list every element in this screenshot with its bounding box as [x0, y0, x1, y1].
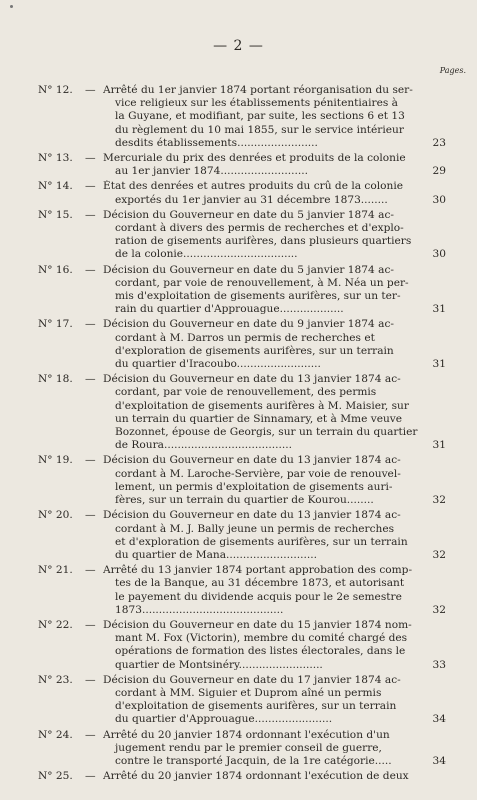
- entry-line: rain du quartier d'Approuague...................: [115, 303, 344, 316]
- entry-number: N° 22.: [38, 618, 73, 631]
- toc-entry: [0, 209, 477, 262]
- entry-page-number: 34: [432, 754, 446, 767]
- entry-line: desdits établissements........................: [115, 136, 318, 149]
- entry-line: d'exploitation de gisements aurifères, sur un terrain: [115, 700, 397, 713]
- entry-number: N° 14.: [38, 180, 73, 193]
- entry-line: tes de la Banque, au 31 décembre 1873, et autorisant: [115, 577, 405, 590]
- entry-description: [103, 509, 425, 562]
- entry-line: du quartier d'Iracoubo.........................: [115, 358, 321, 371]
- entry-page-number: 32: [432, 603, 446, 616]
- entry-description: [103, 674, 425, 727]
- entry-number: N° 24.: [38, 728, 73, 741]
- entry-page-number: 32: [432, 494, 446, 507]
- entry-line: Décision du Gouverneur en date du 13 janvier 1874 ac-: [103, 373, 401, 386]
- entry-line: Arrêté du 20 janvier 1874 ordonnant l'exécution de deux: [103, 770, 409, 783]
- toc-entry: [0, 318, 477, 371]
- entry-description: [103, 264, 425, 317]
- entry-dash: —: [85, 208, 96, 221]
- entry-dash: —: [85, 728, 96, 741]
- entry-line: Décision du Gouverneur en date du 13 janvier 1874 ac-: [103, 454, 401, 467]
- entry-line: mis d'exploitation de gisements aurifères, sur un ter-: [115, 290, 401, 303]
- entry-line: jugement rendu par le premier conseil de guerre,: [115, 741, 382, 754]
- entry-line: du quartier d'Approuague.......................: [115, 713, 333, 726]
- entry-page-number: 23: [432, 136, 446, 149]
- entry-page-number: 33: [432, 658, 446, 671]
- entry-line: État des denrées et autres produits du crû de la colonie: [103, 180, 403, 193]
- entry-line: de Roura......................................: [115, 439, 292, 452]
- entry-number: N° 17.: [38, 318, 73, 331]
- entry-line: lement, un permis d'exploitation de gisements auri-: [115, 480, 393, 493]
- entry-number: N° 16.: [38, 263, 73, 276]
- entry-dash: —: [85, 618, 96, 631]
- entry-line: ration de gisements aurifères, dans plusieurs quartiers: [115, 235, 412, 248]
- entry-description: [103, 209, 425, 262]
- entry-description: [103, 454, 425, 507]
- entry-line: fères, sur un terrain du quartier de Kourou........: [115, 494, 374, 507]
- entry-line: du règlement du 10 mai 1855, sur le service intérieur: [115, 123, 404, 136]
- entry-line: vice religieux sur les établissements pénitentiaires à: [115, 97, 398, 110]
- entry-line: exportés du 1er janvier au 31 décembre 1873........: [115, 193, 388, 206]
- entry-description: [103, 152, 425, 178]
- toc-entry: [0, 770, 477, 783]
- toc-entry: [0, 729, 477, 769]
- entry-description: [103, 180, 425, 206]
- page-number: — 2 —: [213, 38, 264, 54]
- entry-description: [103, 373, 425, 452]
- entry-line: mant M. Fox (Victorin), membre du comité chargé des: [115, 632, 408, 645]
- entry-number: N° 12.: [38, 84, 73, 96]
- toc-entry: [0, 180, 477, 206]
- entry-line: et d'exploration de gisements aurifères, sur un terrain: [115, 535, 408, 548]
- entry-description: [103, 84, 425, 150]
- entry-number: N° 18.: [38, 373, 73, 386]
- entry-dash: —: [85, 564, 96, 577]
- entry-line: cordant à M. Darros un permis de recherches et: [115, 331, 375, 344]
- toc-entry: [0, 454, 477, 507]
- entry-dash: —: [85, 318, 96, 331]
- entry-line: Décision du Gouverneur en date du 17 janvier 1874 ac-: [103, 673, 401, 686]
- entry-dash: —: [85, 263, 96, 276]
- entry-dash: —: [85, 454, 96, 467]
- entry-description: [103, 318, 425, 371]
- entry-number: N° 13.: [38, 152, 73, 165]
- entry-page-number: 31: [432, 303, 446, 316]
- entry-line: Arrêté du 20 janvier 1874 ordonnant l'exécution d'un: [103, 728, 390, 741]
- toc-entry: [0, 619, 477, 672]
- table-of-contents: [0, 84, 477, 785]
- entry-line: quartier de Montsinéry.........................: [115, 658, 323, 671]
- entry-page-number: 31: [432, 439, 446, 452]
- entry-line: cordant, par voie de renouvellement, des permis: [115, 386, 377, 399]
- entry-dash: —: [85, 152, 96, 165]
- toc-entry: [0, 509, 477, 562]
- entry-line: Décision du Gouverneur en date du 5 janvier 1874 ac-: [103, 263, 394, 276]
- entry-dash: —: [85, 180, 96, 193]
- entry-description: [103, 564, 425, 617]
- entry-dash: —: [85, 509, 96, 522]
- entry-number: N° 21.: [38, 564, 73, 577]
- ink-speck: [10, 5, 13, 8]
- entry-line: Mercuriale du prix des denrées et produits de la colonie: [103, 152, 406, 165]
- entry-number: N° 20.: [38, 509, 73, 522]
- entry-line: cordant à divers des permis de recherches et d'explo-: [115, 222, 404, 235]
- entry-line: Arrêté du 13 janvier 1874 portant approbation des comp-: [103, 564, 413, 577]
- entry-line: Décision du Gouverneur en date du 5 janvier 1874 ac-: [103, 208, 394, 221]
- toc-entry: [0, 373, 477, 452]
- entry-line: au 1er janvier 1874..........................: [115, 165, 308, 178]
- entry-line: Décision du Gouverneur en date du 15 janvier 1874 nom-: [103, 618, 412, 631]
- entry-line: cordant à M. J. Bally jeune un permis de recherches: [115, 522, 395, 535]
- entry-line: d'exploitation de gisements aurifères à M. Maisier, sur: [115, 399, 409, 412]
- entry-line: de la colonie..................................: [115, 248, 298, 261]
- entry-page-number: 30: [432, 193, 446, 206]
- entry-description: [103, 770, 425, 783]
- entry-dash: —: [85, 84, 96, 96]
- entry-description: [103, 729, 425, 769]
- entry-line: le payement du dividende acquis pour le 2e semestre: [115, 590, 402, 603]
- pages-column-label: Pages.: [439, 66, 466, 75]
- entry-number: N° 23.: [38, 673, 73, 686]
- entry-line: contre le transporté Jacquin, de la 1re catégorie.....: [115, 754, 392, 767]
- entry-line: Bozonnet, épouse de Georgis, sur un terrain du quartier: [115, 426, 418, 439]
- entry-number: N° 15.: [38, 208, 73, 221]
- entry-dash: —: [85, 770, 96, 783]
- entry-dash: —: [85, 673, 96, 686]
- entry-line: la Guyane, et modifiant, par suite, les sections 6 et 13: [115, 110, 405, 123]
- toc-entry: [0, 152, 477, 178]
- entry-description: [103, 619, 425, 672]
- entry-line: Décision du Gouverneur en date du 13 janvier 1874 ac-: [103, 509, 401, 522]
- entry-page-number: 29: [432, 165, 446, 178]
- entry-line: 1873..........................................: [115, 603, 284, 616]
- entry-page-number: 32: [432, 548, 446, 561]
- entry-line: Arrêté du 1er janvier 1874 portant réorganisation du ser-: [103, 84, 413, 96]
- toc-entry: [0, 674, 477, 727]
- entry-line: Décision du Gouverneur en date du 9 janvier 1874 ac-: [103, 318, 394, 331]
- entry-dash: —: [85, 373, 96, 386]
- entry-number: N° 25.: [38, 770, 73, 783]
- entry-line: un terrain du quartier de Sinnamary, et à Mme veuve: [115, 412, 403, 425]
- entry-line: d'exploration de gisements aurifères, sur un terrain: [115, 344, 394, 357]
- entry-line: opérations de formation des listes électorales, dans le: [115, 645, 406, 658]
- toc-entry: [0, 564, 477, 617]
- entry-page-number: 34: [432, 713, 446, 726]
- toc-entry: [0, 84, 477, 150]
- entry-line: cordant à MM. Siguier et Duprom aîné un permis: [115, 686, 382, 699]
- entry-number: N° 19.: [38, 454, 73, 467]
- toc-entry: [0, 264, 477, 317]
- entry-page-number: 31: [432, 358, 446, 371]
- entry-line: du quartier de Mana...........................: [115, 548, 317, 561]
- entry-page-number: 30: [432, 248, 446, 261]
- entry-line: cordant à M. Laroche-Servière, par voie de renouvel-: [115, 467, 401, 480]
- entry-line: cordant, par voie de renouvellement, à M. Néa un per-: [115, 276, 409, 289]
